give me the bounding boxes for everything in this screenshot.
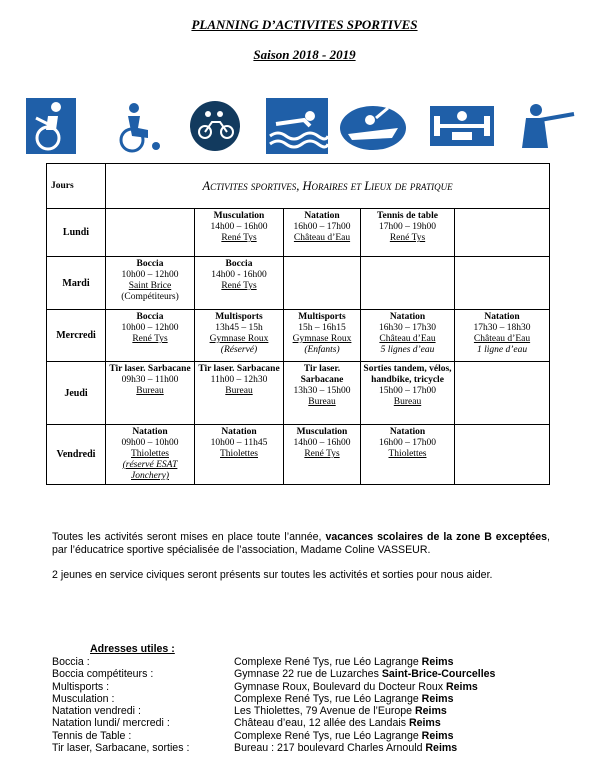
address-street: Complexe René Tys, rue Léo Lagrange — [234, 656, 422, 668]
address-city: Reims — [425, 742, 458, 755]
schedule-cell — [195, 362, 284, 425]
activity-place: Bureau — [225, 386, 253, 396]
activity-place: René Tys — [389, 233, 426, 243]
activity-note: (Enfants) — [304, 345, 340, 355]
schedule-cell — [455, 209, 550, 257]
activity-hours: 15h – 16h15 — [298, 323, 346, 333]
activity-place: Château d’Eau — [473, 334, 531, 344]
activity-hours: 09h30 – 11h00 — [121, 375, 179, 385]
swimming-icon — [266, 98, 328, 154]
civic-service-paragraph: 2 jeunes en service civiques seront présents sur toutes les activités et sorties pour nous aider. — [52, 569, 493, 581]
address-value — [234, 742, 457, 754]
address-value — [234, 693, 453, 705]
address-street: Complexe René Tys, rue Léo Lagrange — [234, 692, 422, 705]
schedule-cell — [195, 257, 284, 310]
activity-hours: 13h45 – 15h — [215, 323, 263, 333]
info-text-part: , par l’éducatrice sportive spécialisée de l’association, Madame Coline VASSEUR. — [52, 531, 550, 556]
schedule-cell — [195, 425, 284, 485]
tandem-cycling-icon — [190, 98, 240, 154]
address-city: Reims — [421, 656, 454, 668]
activity-hours: 10h00 – 12h00 — [121, 270, 179, 280]
address-city: Reims — [445, 680, 478, 693]
activity-hours: 16h00 – 17h00 — [379, 438, 436, 448]
address-value — [234, 730, 453, 742]
address-city: Saint-Brice-Courcelles — [381, 668, 496, 681]
season-subtitle: Saison 2018 - 2019 — [253, 47, 356, 62]
activity-title: Boccia — [136, 312, 164, 322]
schedule-cell — [361, 310, 455, 362]
activity-title: Multisports — [215, 312, 263, 322]
activity-place: Saint Brice — [128, 281, 172, 291]
activity-hours: 17h00 – 19h00 — [379, 222, 436, 232]
activity-note: 5 lignes d’eau — [380, 345, 435, 355]
schedule-cell — [106, 310, 195, 362]
info-text-part: Toutes les activités seront mises en place toute l’année, — [52, 531, 326, 543]
schedule-cell — [284, 209, 361, 257]
schedule-cell — [284, 425, 361, 485]
activity-title: Natation — [221, 427, 257, 437]
activity-title: Boccia — [136, 259, 164, 269]
activity-hours: 15h00 – 17h00 — [379, 386, 436, 396]
activity-title: Multisports — [298, 312, 346, 322]
activity-title: Tir laser. Sarbacane — [109, 364, 191, 374]
activity-hours: 10h00 – 11h45 — [210, 438, 268, 448]
address-value — [234, 656, 453, 668]
activity-hours: 10h00 – 12h00 — [121, 323, 179, 333]
activity-title: Natation — [132, 427, 168, 437]
activity-place: Gymnase Roux — [292, 334, 352, 344]
day-row-mercredi — [47, 310, 550, 362]
activity-title: Musculation — [213, 211, 265, 221]
activity-place: René Tys — [132, 334, 168, 344]
activity-place: René Tys — [304, 449, 340, 459]
schedule-cell — [455, 425, 550, 485]
activity-hours: 13h30 – 15h00 — [293, 386, 351, 396]
schedule-cell — [455, 362, 550, 425]
day-label: Lundi — [47, 209, 106, 257]
activity-title: Natation — [484, 312, 520, 322]
schedule-cell — [195, 209, 284, 257]
address-label: Boccia : — [52, 656, 90, 668]
schedule-cell — [106, 209, 195, 257]
activity-hours: 14h00 – 16h00 — [210, 222, 268, 232]
wheelchair-boccia-icon — [112, 98, 162, 154]
address-value — [234, 705, 447, 717]
activity-place: René Tys — [221, 281, 257, 291]
activity-place: Thiolettes — [220, 449, 258, 459]
activity-note: 1 ligne d’eau — [476, 345, 528, 355]
address-label: Boccia compétiteurs : — [52, 668, 154, 681]
schedule-cell — [361, 362, 455, 425]
schedule-cell — [361, 209, 455, 257]
info-text-bold: vacances scolaires de la zone B exceptées — [325, 531, 548, 543]
activity-title: Tennis de table — [377, 211, 438, 221]
day-label: Jeudi — [47, 362, 106, 425]
activity-place: Bureau — [136, 386, 164, 396]
schedule-cell — [455, 257, 550, 310]
schedule-table — [46, 163, 550, 485]
address-street: Château d’eau, 12 allée des Landais — [234, 717, 409, 730]
address-city: Reims — [421, 729, 454, 742]
address-street: Les Thiolettes, 79 Avenue de l’Europe — [234, 705, 416, 718]
schedule-cell — [106, 425, 195, 485]
day-row-vendredi — [47, 425, 550, 485]
address-street: Gymnase 22 rue de Luzarches — [234, 668, 382, 681]
schedule-cell — [284, 362, 361, 425]
activity-place: Bureau — [308, 397, 336, 407]
activity-title: Tir laser. Sarbacane — [300, 364, 344, 385]
shooting-icon — [514, 98, 576, 154]
address-street: Gymnase Roux, Boulevard du Docteur Roux — [234, 680, 446, 693]
activity-hours: 11h00 – 12h30 — [210, 375, 268, 385]
sport-pictograms — [20, 98, 590, 156]
activity-title: Natation — [389, 427, 426, 437]
activity-hours: 09h00 – 10h00 — [121, 438, 179, 448]
activity-hours: 17h30 – 18h30 — [473, 323, 531, 333]
activity-title: Natation — [304, 211, 340, 221]
address-value — [234, 681, 478, 693]
activity-place: Gymnase Roux — [209, 334, 269, 344]
address-label: Tennis de Table : — [52, 729, 132, 742]
address-street: Complexe René Tys, rue Léo Lagrange — [234, 729, 422, 742]
activity-note: (réservé ESAT Jonchery) — [122, 460, 178, 481]
address-city: Reims — [408, 717, 441, 730]
activity-place: Château d’Eau — [379, 334, 436, 344]
day-label: Mercredi — [47, 310, 106, 362]
activity-hours: 14h00 - 16h00 — [211, 270, 267, 280]
wheelchair-rugby-icon — [26, 98, 76, 154]
sailing-icon — [340, 98, 406, 154]
activity-place: Château d’Eau — [293, 233, 351, 243]
jours-header: Jours — [47, 164, 106, 209]
info-paragraph — [52, 531, 550, 556]
activity-title: Musculation — [296, 427, 348, 437]
address-label: Natation vendredi : — [52, 705, 141, 718]
table-heading: Activites sportives, Horaires et Lieux de pratique — [106, 164, 550, 209]
address-label: Tir laser, Sarbacane, sorties : — [52, 742, 190, 755]
schedule-cell — [361, 257, 455, 310]
schedule-cell — [106, 362, 195, 425]
address-value — [234, 668, 495, 680]
address-street: Bureau : 217 boulevard Charles Arnould — [234, 742, 426, 755]
day-row-mardi — [47, 257, 550, 310]
activity-note: (Compétiteurs) — [121, 292, 179, 302]
document-title: PLANNING D’ACTIVITES SPORTIVES — [191, 17, 418, 32]
schedule-cell — [361, 425, 455, 485]
activity-title: Sorties tandem, vélos, handbike, tricycle — [363, 364, 452, 385]
address-value — [234, 717, 441, 729]
activity-place: René Tys — [221, 233, 257, 243]
activity-place: Bureau — [393, 397, 422, 407]
activity-note: (Réservé) — [220, 345, 258, 355]
activity-hours: 16h30 – 17h30 — [379, 323, 436, 333]
schedule-cell — [455, 310, 550, 362]
day-row-lundi — [47, 209, 550, 257]
address-city: Reims — [415, 705, 447, 718]
activity-hours: 14h00 – 16h00 — [293, 438, 351, 448]
activity-title: Boccia — [225, 259, 253, 269]
schedule-cell — [195, 310, 284, 362]
address-label: Multisports : — [52, 680, 110, 693]
activity-title: Tir laser. Sarbacane — [198, 364, 280, 374]
day-label: Mardi — [47, 257, 106, 310]
address-label: Musculation : — [52, 692, 115, 705]
day-row-jeudi — [47, 362, 550, 425]
address-label: Natation lundi/ mercredi : — [52, 717, 170, 730]
activity-title: Natation — [389, 312, 426, 322]
activity-hours: 16h00 – 17h00 — [293, 222, 351, 232]
weightlifting-icon — [430, 98, 494, 154]
activity-place: Thiolettes — [388, 449, 427, 459]
activity-place: Thiolettes — [131, 449, 169, 459]
addresses-title: Adresses utiles : — [90, 643, 175, 655]
schedule-cell — [284, 310, 361, 362]
day-label: Vendredi — [47, 425, 106, 485]
schedule-cell — [284, 257, 361, 310]
schedule-cell — [106, 257, 195, 310]
address-city: Reims — [421, 692, 454, 705]
